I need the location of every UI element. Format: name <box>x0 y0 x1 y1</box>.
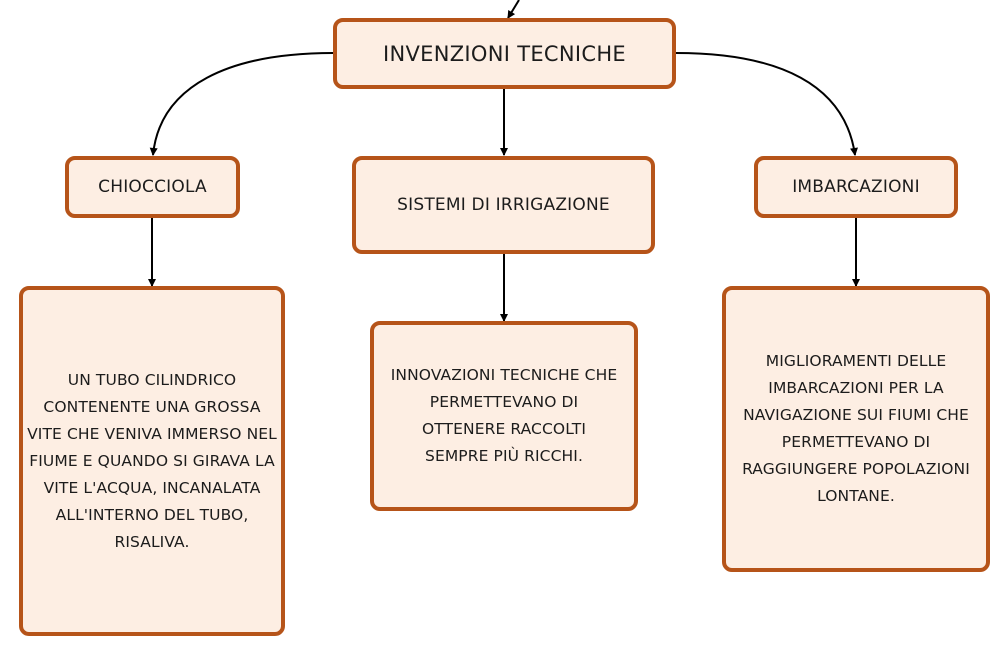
incoming-connector <box>508 0 519 18</box>
branch-node-label: CHIOCCIOLA <box>98 177 207 197</box>
description-text: MIGLIORAMENTI DELLE IMBARCAZIONI PER LA NAVIGAZIONE SUI FIUMI CHE PERMETTEVANO DI RAGGIUNGERE POPOLAZIONI LONTANE. <box>742 352 970 505</box>
description-node-imbarcazioni[interactable] <box>722 286 990 572</box>
connector-root-to-imbarcazioni <box>676 53 855 155</box>
description-text: INNOVAZIONI TECNICHE CHE PERMETTEVANO DI OTTENERE RACCOLTI SEMPRE PIÙ RICCHI. <box>390 366 618 465</box>
description-node-chiocciola[interactable] <box>19 286 285 636</box>
branch-node-imbarcazioni[interactable] <box>754 156 958 218</box>
branch-node-irrigazione[interactable] <box>352 156 655 254</box>
branch-node-label: IMBARCAZIONI <box>792 177 920 197</box>
branch-node-chiocciola[interactable] <box>65 156 240 218</box>
connector-root-to-chiocciola <box>153 53 333 155</box>
description-node-irrigazione[interactable] <box>370 321 638 511</box>
root-node-label: INVENZIONI TECNICHE <box>382 41 627 66</box>
root-node[interactable] <box>333 18 676 89</box>
description-text: UN TUBO CILINDRICO CONTENENTE UNA GROSSA VITE CHE VENIVA IMMERSO NEL FIUME E QUANDO SI GIRAVA LA VITE L'ACQUA, INCANALATA ALL'INTERNO DEL TUBO, RISALIVA. <box>27 370 277 551</box>
branch-node-label: SISTEMI DI IRRIGAZIONE <box>397 195 610 215</box>
